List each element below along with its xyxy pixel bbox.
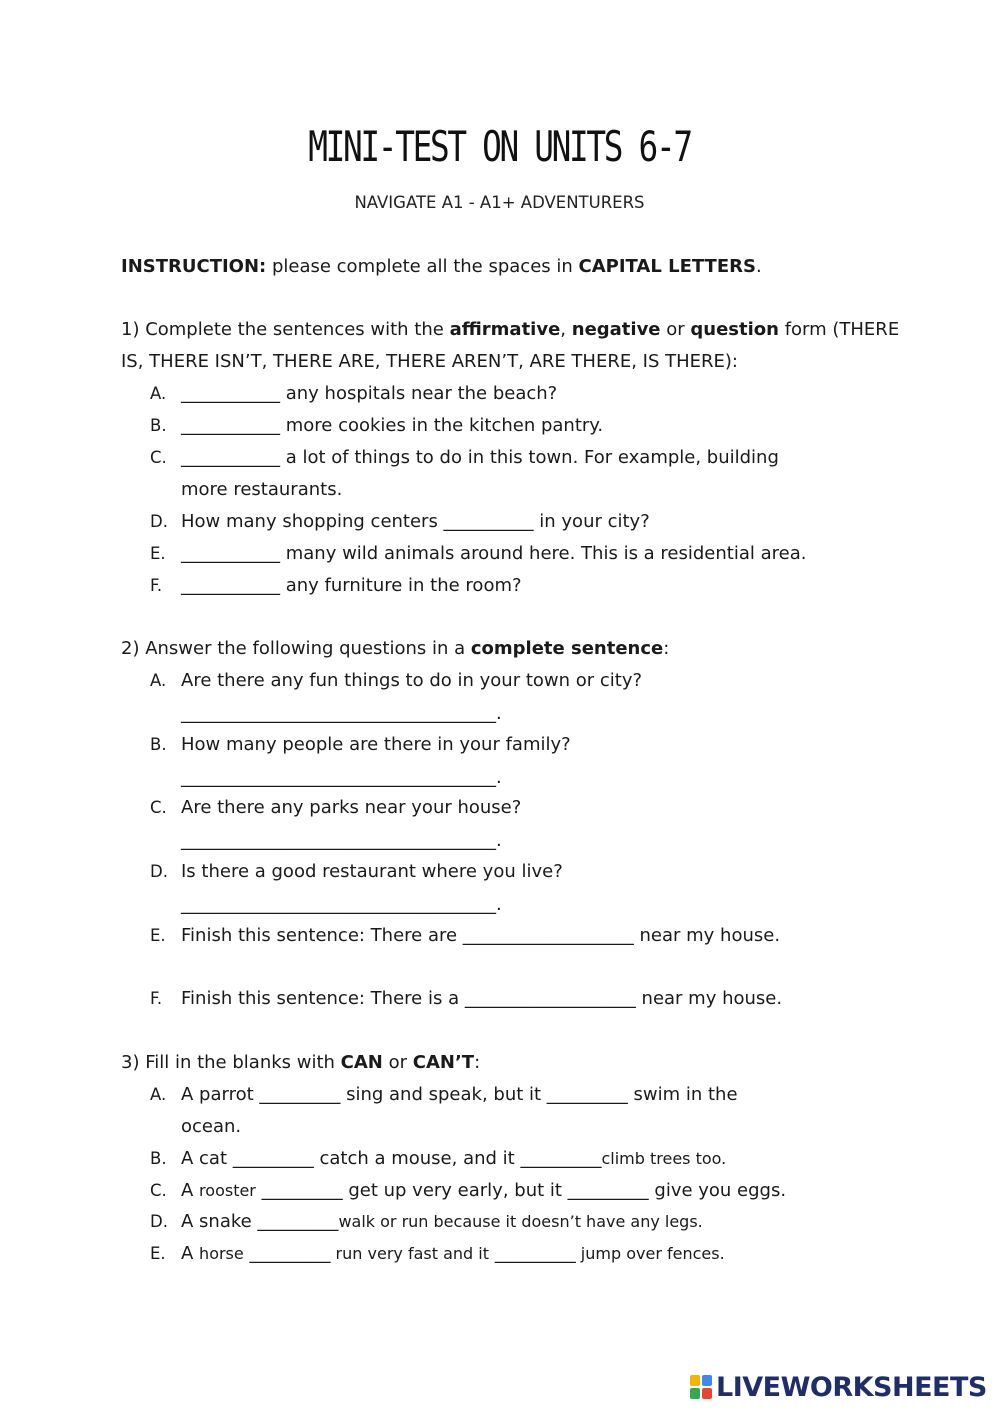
question-text: Is there a good restaurant where you live? [181,861,563,882]
question-text: ___________ more cookies in the kitchen pantry. [181,415,604,436]
question-text: ___________ any hospitals near the beach? [181,383,558,404]
question-text: How many people are there in your family? [181,734,571,755]
logo-square [690,1388,700,1399]
worksheet-subtitle: NAVIGATE A1 - A1+ ADVENTURERS [354,193,645,212]
question-text: Finish this sentence: There are ___________________ near my house. [181,925,781,946]
question-text: A snake _________walk or run because it doesn’t have any legs. [181,1211,703,1232]
answer-blank[interactable]: ___________________________________. [181,767,502,788]
question-text: How many shopping centers __________ in your city? [181,511,650,532]
logo-square [690,1375,700,1386]
instruction: INSTRUCTION: please complete all the spaces in CAPITAL LETTERS. [121,256,762,277]
question-text: A cat _________ catch a mouse, and it _________climb trees too. [181,1148,727,1169]
question-text: ___________ many wild animals around here. This is a residential area. [181,543,807,564]
logo-text: LIVEWORKSHEETS [716,1371,987,1403]
answer-blank[interactable]: ___________________________________. [181,703,502,724]
question-text: A horse _________ run very fast and it _________ jump over fences. [181,1243,725,1264]
question-text-continued: ocean. [181,1116,242,1137]
question-text-continued: more restaurants. [181,479,343,500]
logo-square [702,1375,712,1386]
liveworksheets-logo-icon [690,1375,712,1399]
instruction-text: please complete all the spaces in [266,256,579,277]
answer-blank[interactable]: ___________________________________. [181,830,502,851]
section-2-heading: 2) Answer the following questions in a complete sentence: [121,638,670,659]
logo-square [702,1388,712,1399]
question-text: ___________ a lot of things to do in this town. For example, building [181,447,779,468]
instruction-emphasis: CAPITAL LETTERS [578,256,756,277]
worksheet-title: MINI-TEST ON UNITS 6-7 [308,122,691,171]
section-3-heading: 3) Fill in the blanks with CAN or CAN’T: [121,1052,481,1073]
instruction-label: INSTRUCTION: [121,256,267,277]
section-1-heading-line2: IS, THERE ISN’T, THERE ARE, THERE AREN’T, ARE THERE, IS THERE): [121,351,738,372]
question-text: Finish this sentence: There is a ___________________ near my house. [181,988,783,1009]
answer-blank[interactable]: ___________________________________. [181,894,502,915]
question-text: A parrot _________ sing and speak, but it _________ swim in the [181,1084,738,1105]
question-text: A rooster _________ get up very early, but it _________ give you eggs. [181,1180,787,1201]
question-text: Are there any fun things to do in your town or city? [181,670,643,691]
section-1-heading: 1) Complete the sentences with the affirmative, negative or question form (THERE [121,319,900,340]
question-text: ___________ any furniture in the room? [181,575,522,596]
liveworksheets-logo [690,1372,987,1402]
question-text: Are there any parks near your house? [181,797,522,818]
